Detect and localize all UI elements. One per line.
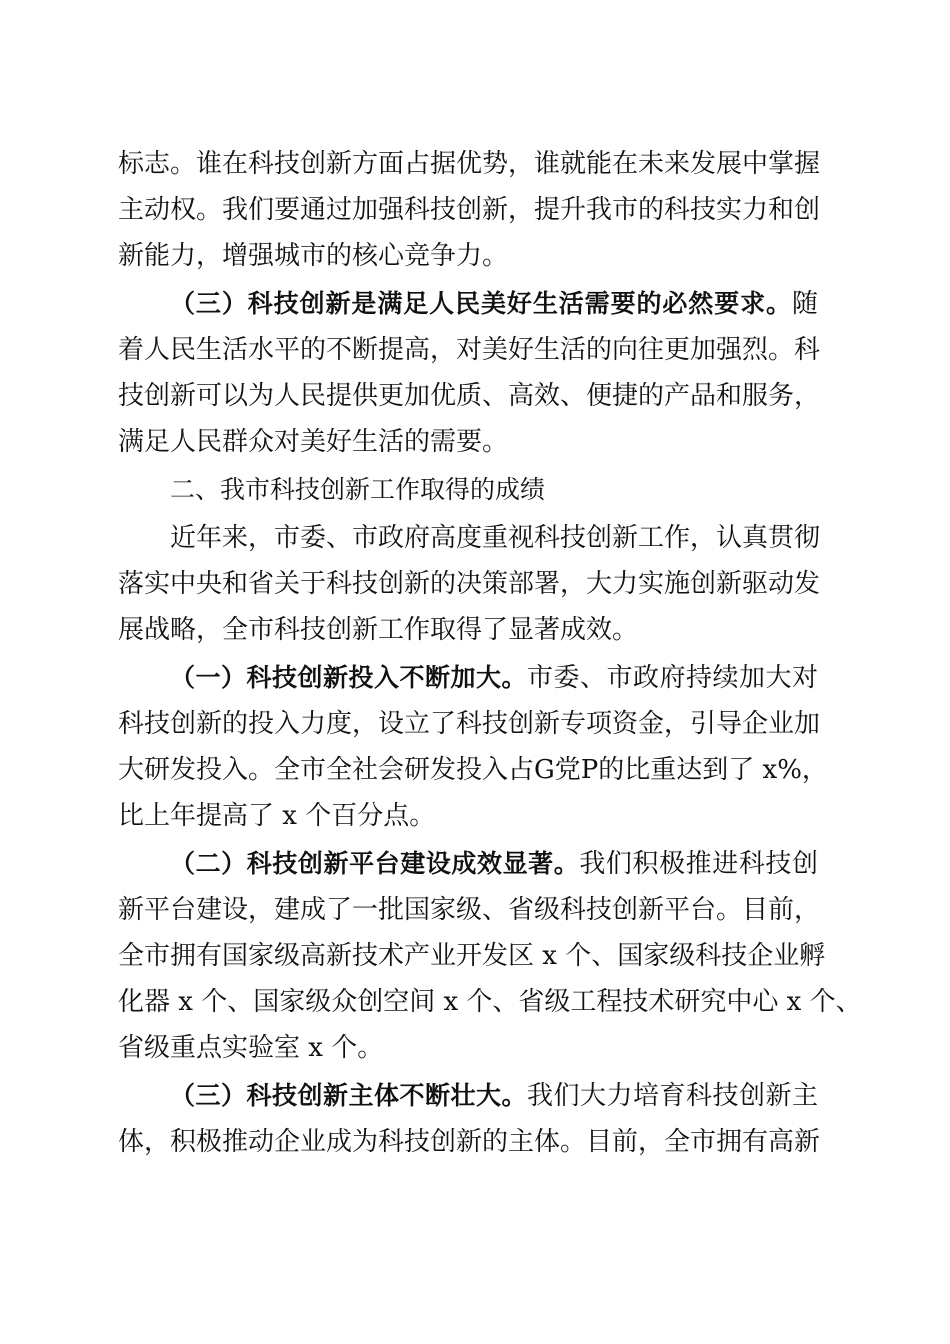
- subsection-3b-first-line: [170, 1073, 818, 1119]
- subsection-2-title: （二）科技创新平台建设成效显著。: [170, 849, 580, 878]
- text-line: 省级重点实验室 x 个。: [118, 1033, 384, 1063]
- subsection-3b-title: （三）科技创新主体不断壮大。: [170, 1081, 527, 1110]
- text-line: 比上年提高了 x 个百分点。: [118, 801, 436, 831]
- text-run: 我们积极推进科技创: [579, 849, 818, 879]
- text-run: 随: [791, 289, 818, 319]
- section-heading: 二、我市科技创新工作取得的成绩: [170, 475, 546, 504]
- text-line: 标志。谁在科技创新方面占据优势，谁就能在未来发展中掌握: [118, 149, 821, 179]
- subsection-2-first-line: [170, 841, 818, 887]
- text-line: 近年来，市委、市政府高度重视科技创新工作，认真贯彻: [170, 523, 821, 553]
- text-line: 科技创新的投入力度，设立了科技创新专项资金，引导企业加: [118, 709, 821, 739]
- text-line: 新能力，增强城市的核心竞争力。: [118, 241, 509, 271]
- text-line: 全市拥有国家级高新技术产业开发区 x 个、国家级科技企业孵: [118, 941, 826, 971]
- subsection-1-first-line: [170, 655, 818, 701]
- text-line: 大研发投入。全市全社会研发投入占G党P的比重达到了 x%，: [118, 755, 828, 785]
- text-line: 体，积极推动企业成为科技创新的主体。目前，全市拥有高新: [118, 1127, 821, 1157]
- text-line: 化器 x 个、国家级众创空间 x 个、省级工程技术研究中心 x 个、: [118, 987, 862, 1017]
- text-line: 着人民生活水平的不断提高，对美好生活的向往更加强烈。科: [118, 335, 821, 365]
- text-run: 市委、市政府持续加大对: [526, 663, 818, 693]
- subsection-3-title: （三）科技创新是满足人民美好生活需要的必然要求。: [170, 289, 792, 318]
- subsection-1-title: （一）科技创新投入不断加大。: [170, 663, 527, 692]
- text-run: 我们大力培育科技创新主: [526, 1081, 818, 1111]
- subsection-3-first-line: [170, 281, 818, 327]
- text-line: 新平台建设，建成了一批国家级、省级科技创新平台。目前，: [118, 895, 821, 925]
- text-line: 展战略，全市科技创新工作取得了显著成效。: [118, 615, 639, 645]
- text-line: 主动权。我们要通过加强科技创新，提升我市的科技实力和创: [118, 195, 821, 225]
- text-line: 技创新可以为人民提供更加优质、高效、便捷的产品和服务，: [118, 381, 821, 411]
- text-line: 满足人民群众对美好生活的需要。: [118, 427, 509, 457]
- text-line: 落实中央和省关于科技创新的决策部署，大力实施创新驱动发: [118, 569, 821, 599]
